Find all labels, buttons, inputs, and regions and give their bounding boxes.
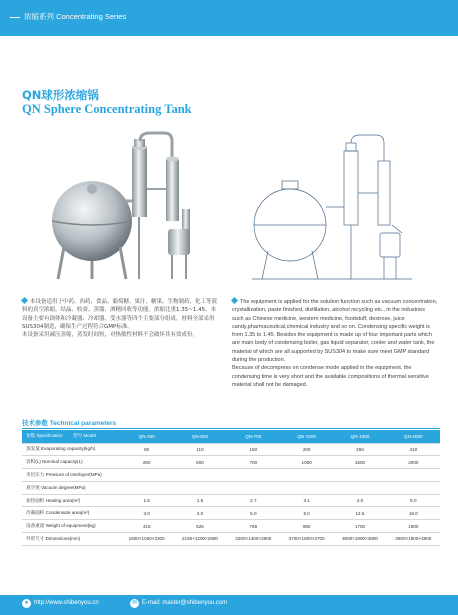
technical-drawing-illustration: [232, 129, 438, 287]
table-cell: 415: [120, 520, 173, 533]
table-cell: 1900: [387, 520, 440, 533]
row-label: 加热面积 Heating area(m²): [22, 494, 120, 507]
table-cell: [333, 481, 386, 494]
table-row: [22, 456, 440, 469]
bullet-diamond-icon: [21, 297, 28, 304]
table-cell: 4.0: [333, 494, 386, 507]
parameters-table: [22, 430, 440, 546]
description-cn-paragraph-2: 本设备采用减压蒸缩，蒸发时间短，对热敏性材料不会破坏其有效成份。: [22, 332, 199, 339]
table-cell: [227, 469, 280, 482]
table-cell: 5.0: [387, 494, 440, 507]
table-cell: 980: [280, 520, 333, 533]
table-cell: 5.0: [227, 507, 280, 520]
table-cell: 500: [173, 456, 226, 469]
row-label: 容积(L) Nominal capacity(L): [22, 456, 120, 469]
table-cell: 200: [280, 443, 333, 456]
table-cell: [120, 469, 173, 482]
model-cell: QN-500: [173, 430, 226, 443]
header-spec: 参数 Specification: [26, 433, 63, 439]
product-photo-illustration: [22, 129, 228, 287]
table-cell: 410: [387, 443, 440, 456]
header-dash: [10, 17, 20, 18]
table-cell: 3.1: [280, 494, 333, 507]
table-cell: [387, 481, 440, 494]
table-row: [22, 494, 440, 507]
product-title-en: QN Sphere Concentrating Tank: [22, 102, 192, 116]
header-model: 型号 Model: [73, 433, 96, 439]
table-cell: 3600×1800×4800: [387, 533, 440, 546]
product-title-cn: QN球形浓缩锅: [22, 88, 99, 102]
description-cn-paragraph-1: 本设备适用于中药、西药、食品、葡萄糖、果汁、糖果、生物制药、化工等液料的真空浓缩、结晶、收膏、蒸馏、酒精回收等功能。浓缩比重1.35~1.45。本设备主要有锅体和冷凝器、冷却器、受水器等四个主要部分组成，材料全部采用SUS304制造，确保生产过程符合GMP标准。: [22, 299, 218, 330]
table-cell: 625: [173, 520, 226, 533]
table-cell: 3600×1800×4800: [333, 533, 386, 546]
table-cell: [280, 469, 333, 482]
website-link[interactable]: http://www.shibenyou.cn: [34, 600, 99, 606]
table-cell: 3700×1600×3700: [280, 533, 333, 546]
table-cell: 110: [173, 443, 226, 456]
table-cell: 1600×1030×2300: [120, 533, 173, 546]
table-cell: 3.0: [120, 507, 173, 520]
table-cell: [227, 481, 280, 494]
table-row: [22, 469, 440, 482]
table-cell: 1700: [333, 520, 386, 533]
table-row: [22, 481, 440, 494]
model-cell: QN-1500: [333, 430, 386, 443]
table-cell: 1500: [333, 456, 386, 469]
table-cell: 2.7: [227, 494, 280, 507]
model-cell: QN-2000: [387, 430, 440, 443]
table-row: [22, 533, 440, 546]
description-en: [232, 298, 438, 389]
description-en-paragraph-1: The equipment is applied for the solution function such as vacuum concentration, crystallization, paste finished, distillation, alcohol recycling etc., in the industries such as Chinese medicine, western medicine, foodstuff, dextrose, juice candy,pharmaceutical,chemical industry and so on. Condensing specific weight is from 1.35 to 1.45. Besides the equipment is made up of four important parts which are main body of condensing boiler, gas liquid separator, cooler and water tank, the material of which are all supported by SUS304 to make sure meet GMP standard during the production.: [232, 299, 438, 364]
row-label: 夹层压力 Pressure of interlayer(MPa): [22, 469, 120, 482]
table-cell: 700: [227, 456, 280, 469]
technical-parameters-title: 技术参数 Technical parameters: [22, 420, 117, 427]
table-cell: 1.6: [120, 494, 173, 507]
table-cell: 260: [120, 456, 173, 469]
description-cn: [22, 298, 218, 339]
description-en-paragraph-2: Because of decompress on condense mode applied in the equipment, the condensing time is very short and the available compositions of thermal sensitive material shall not be damaged.: [232, 365, 429, 388]
table-cell: 250: [333, 443, 386, 456]
table-row: [22, 520, 440, 533]
technical-drawing: [232, 129, 438, 287]
table-cell: [333, 469, 386, 482]
table-cell: 768: [227, 520, 280, 533]
mail-icon: ✉: [131, 600, 138, 606]
table-cell: [120, 481, 173, 494]
technical-parameters-rule: [22, 428, 440, 429]
table-cell: 2000: [387, 456, 440, 469]
row-label: 外形尺寸 Dimensions(mm): [22, 533, 120, 546]
series-label: 浓缩系列 Concentrating Series: [24, 12, 127, 21]
table-cell: 12.5: [333, 507, 386, 520]
bullet-diamond-icon: [231, 297, 238, 304]
table-cell: 80: [120, 443, 173, 456]
table-row: [22, 443, 440, 456]
header-spec-model: [22, 430, 120, 443]
table-cell: [173, 481, 226, 494]
table-cell: 3200×1400×2800: [227, 533, 280, 546]
table-cell: [387, 469, 440, 482]
table-cell: 4.0: [173, 507, 226, 520]
model-cell: QN-1000: [280, 430, 333, 443]
product-photo: [22, 129, 228, 287]
email-link[interactable]: E-mail: master@shibenyou.com: [142, 600, 228, 606]
table-cell: 1000: [280, 456, 333, 469]
row-label: 蒸发量 Evaporating capacity(kg/h): [22, 443, 120, 456]
table-cell: 1.5: [173, 494, 226, 507]
row-label: 真空度 Vacuum degree(MPa): [22, 481, 120, 494]
table-cell: [280, 481, 333, 494]
model-cell: QN-700: [227, 430, 280, 443]
table-header-row: [22, 430, 440, 443]
table-cell: 18.0: [387, 507, 440, 520]
table-row: [22, 507, 440, 520]
model-cell: QN-350: [120, 430, 173, 443]
table-cell: [173, 469, 226, 482]
row-label: 冷凝面积 Condensate area(m²): [22, 507, 120, 520]
globe-icon: ●: [22, 599, 31, 608]
table-cell: 150: [227, 443, 280, 456]
table-cell: 2150×1200×2900: [173, 533, 226, 546]
table-cell: 6.0: [280, 507, 333, 520]
row-label: 设备重量 Weight of equipment(kg): [22, 520, 120, 533]
